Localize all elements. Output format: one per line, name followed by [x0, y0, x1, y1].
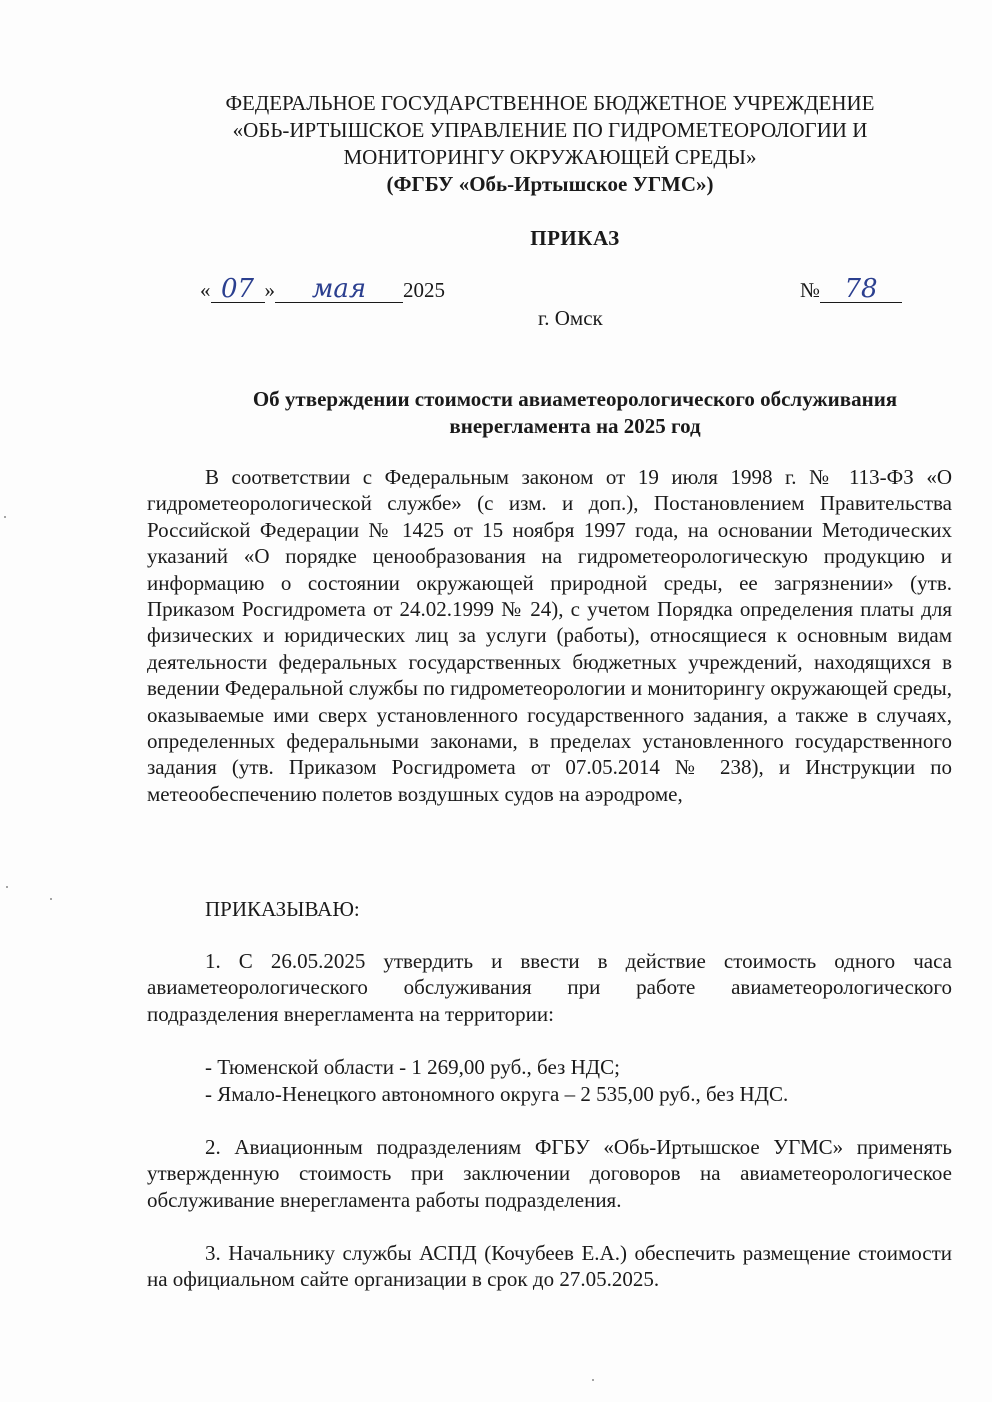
date-close-quote: »: [264, 278, 275, 302]
order-item-2: 2. Авиационным подразделениям ФГБУ «Обь-Иртышское УГМС» применять утвержденную стоимость при заключении договоров на авиаметеорологическое обслуживание внерегламента работы подразделения.: [147, 1135, 952, 1212]
scan-speck: [6, 886, 8, 888]
org-name-line-1: ФЕДЕРАЛЬНОЕ ГОСУДАРСТВЕННОЕ БЮДЖЕТНОЕ УЧРЕЖДЕНИЕ: [225, 91, 875, 115]
scan-speck: [592, 1379, 594, 1381]
scan-speck: [50, 898, 52, 900]
org-name-line-3: МОНИТОРИНГУ ОКРУЖАЮЩЕЙ СРЕДЫ»: [343, 145, 757, 169]
price-yamal: - Ямало-Ненецкого автономного округа – 2 535,00 руб., без НДС.: [205, 1082, 789, 1106]
order-subject: [150, 386, 992, 440]
number-handwritten: 78: [844, 274, 878, 304]
date-open-quote: «: [200, 278, 211, 302]
date-month-field: [275, 274, 403, 304]
date-year: 2025: [403, 278, 445, 302]
scan-speck: [4, 516, 6, 518]
date-day-handwritten: 07: [220, 274, 255, 304]
order-number: [800, 274, 902, 304]
number-label: №: [800, 278, 821, 302]
org-name-line-2: «ОБЬ-ИРТЫШСКОЕ УПРАВЛЕНИЕ ПО ГИДРОМЕТЕОРОЛОГИИ И: [232, 118, 868, 142]
price-tyumen: - Тюменской области - 1 269,00 руб., без НДС;: [205, 1055, 620, 1079]
organization-header: [150, 90, 950, 198]
number-field: [820, 274, 902, 304]
document-type-title: ПРИКАЗ: [530, 226, 620, 250]
subject-line-1: Об утверждении стоимости авиаметеорологического обслуживания: [252, 387, 898, 411]
order-date: [200, 274, 445, 304]
basis-paragraph: В соответствии с Федеральным законом от 19 июля 1998 г. № 113-ФЗ «О гидрометеорологической службе» (с изм. и доп.), Постановлением Правительства Российской Федерации № 1425 от 15 ноября 1997 года, на основании Методических указаний «О порядке ценообразования на гидрометеорологическую продукцию и информацию о состоянии окружающей природной среды, ее загрязнении» (утв. Приказом Росгидромета от 24.02.1999 № 24), с учетом Порядка определения платы для физических и юридических лиц за услуги (работы), относящиеся к основным видам деятельности федеральных государственных бюджетных учреждений, находящихся в ведении Федеральной службы по гидрометеорологии и мониторингу окружающей среды, оказываемые ими сверх установленного государственного задания, а также в случаях, определенных федеральными законами, в пределах установленного государственного задания (утв. Приказом Росгидромета от 07.05.2014 № 238), и Инструкции по метеообеспечению полетов воздушных судов на аэродроме,: [147, 465, 952, 806]
date-month-handwritten: мая: [311, 274, 367, 304]
city: г. Омск: [538, 306, 603, 330]
subject-line-2: внерегламента на 2025 год: [449, 414, 701, 438]
date-day-field: [211, 274, 265, 304]
order-item-1: 1. С 26.05.2025 утвердить и ввести в действие стоимость одного часа авиаметеорологического обслуживания при работе авиаметеорологического подразделения внерегламента на территории:: [147, 949, 952, 1026]
org-short-name: (ФГБУ «Обь-Иртышское УГМС»): [386, 172, 714, 196]
order-item-3: 3. Начальнику службы АСПД (Кочубеев Е.А.) обеспечить размещение стоимости на официальном сайте организации в срок до 27.05.2025.: [147, 1241, 952, 1292]
order-word: ПРИКАЗЫВАЮ:: [205, 897, 360, 921]
